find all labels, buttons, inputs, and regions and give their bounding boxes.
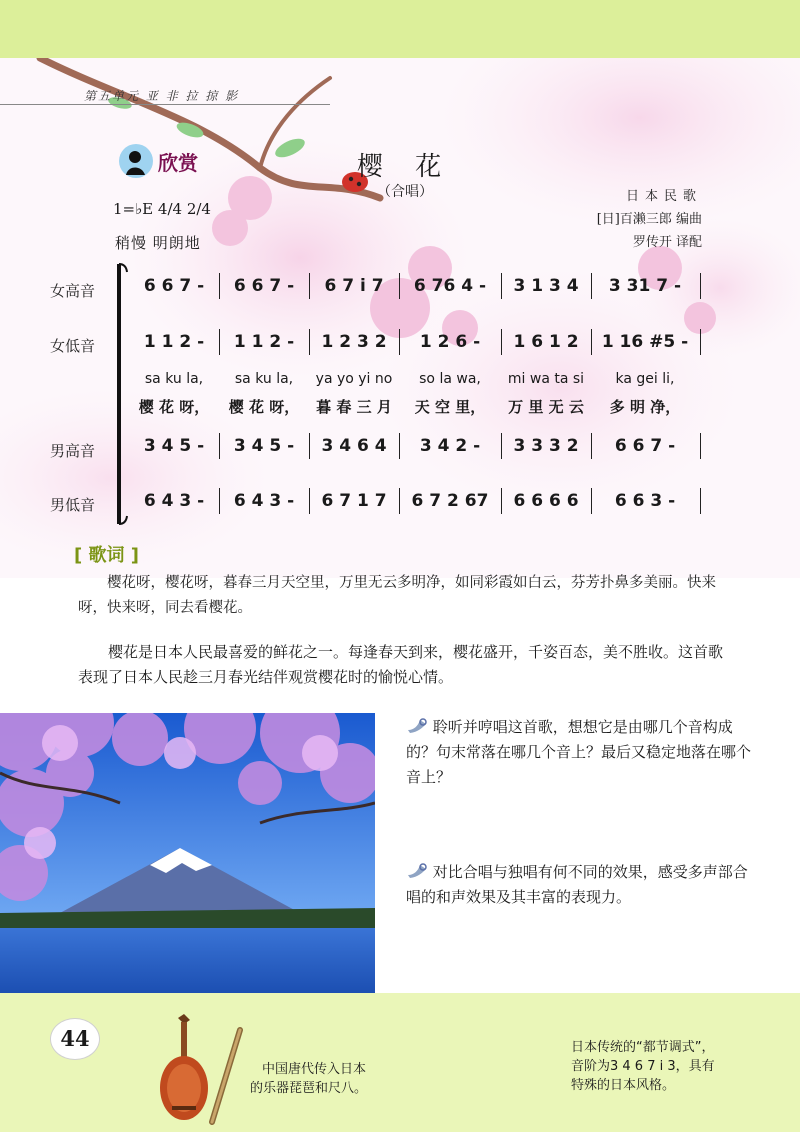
question-1-text: 聆听并哼唱这首歌，想想它是由哪几个音构成的？句末常落在哪几个音上？最后又稳定地落在哪个音上？: [406, 718, 752, 786]
page-number: 44: [50, 1018, 100, 1060]
section-badge: [118, 143, 198, 179]
measure: 1 1 2 -: [143, 332, 205, 352]
header-divider: [0, 104, 330, 105]
song-origin: 日本民歌: [625, 189, 702, 204]
lyric-words: 樱 花 呀，: [228, 398, 300, 416]
song-description: 樱花是日本人民最喜爱的鲜花之一。每逢春天到来，樱花盛开，千姿百态，美不胜收。这首歌表现了日本人民趁三月春光结伴观赏樱花时的愉悦心情。: [78, 643, 724, 686]
lyric-syllables: sa ku la,: [234, 371, 294, 387]
score-line-soprano: [130, 271, 702, 301]
instrument-note-line-2: 的乐器琵琶和尺八。: [250, 1081, 368, 1096]
lyrics-text: 樱花呀，樱花呀，暮春三月天空里，万里无云多明净，如同彩霞如白云，芬芳扑鼻多美丽。快来呀，快来呀，同去看樱花。: [78, 575, 716, 616]
horn-icon: [406, 718, 428, 734]
measure: 6 7 2 67: [411, 491, 489, 511]
measure: 6 6 6 6: [513, 491, 579, 511]
question-1: [406, 715, 751, 790]
score-line-bass: [130, 486, 702, 516]
measure: 1 16 #5 -: [601, 332, 689, 352]
measure: 3 3 3 2: [513, 436, 579, 456]
system-bracket: [112, 262, 128, 526]
part-label-tenor: 男高音: [50, 442, 96, 460]
part-label-bass: 男低音: [50, 496, 96, 514]
measure: 1 2 6 -: [419, 332, 481, 352]
lyric-syllables: mi wa ta si: [507, 371, 585, 387]
key-signature: 1=♭E: [113, 200, 154, 218]
part-label-soprano: 女高音: [50, 282, 96, 300]
pipa-shakuhachi-illustration: [150, 1010, 250, 1125]
measure: 3 4 2 -: [419, 436, 481, 456]
key-and-time-signature: [113, 200, 211, 218]
listener-icon: [118, 143, 154, 179]
lyric-words: 暮 春 三 月: [316, 398, 392, 416]
measure: 6 6 7 -: [143, 276, 205, 296]
top-green-band: [0, 0, 800, 58]
score-line-tenor: [130, 431, 702, 461]
measure: 3 1 3 4: [513, 276, 579, 296]
part-label-alto: 女低音: [50, 337, 96, 355]
song-title: 樱 花: [356, 152, 454, 182]
measure: 6 7 1 7: [321, 491, 387, 511]
lyric-syllables: sa ku la,: [144, 371, 204, 387]
instrument-note-line-1: 中国唐代传入日本: [262, 1062, 367, 1077]
measure: 6 4 3 -: [233, 491, 295, 511]
barline: [700, 273, 701, 299]
measure: 6 7 i 7: [324, 276, 384, 296]
lyric-syllables: ya yo yi no: [315, 371, 393, 387]
question-2: [406, 860, 751, 910]
tempo-marking: 稍慢 明朗地: [115, 234, 201, 252]
measure: 3 4 6 4: [321, 436, 387, 456]
barline: [700, 329, 701, 355]
section-label: 欣赏: [158, 150, 198, 175]
lyrics-heading: [ 歌词 ]: [74, 545, 139, 566]
measure: 3 4 5 -: [233, 436, 295, 456]
measure: 1 2 3 2: [321, 332, 387, 352]
lyric-syllables: ka gei li,: [615, 371, 675, 387]
time-signature: 4/4 2/4: [157, 200, 211, 218]
question-2-text: 对比合唱与独唱有何不同的效果，感受多声部合唱的和声效果及其丰富的表现力。: [406, 863, 748, 906]
lyric-words: 多 明 净，: [609, 398, 681, 416]
song-arranger: [日]百濑三郎 编曲: [596, 212, 702, 227]
song-translator: 罗传开 译配: [632, 235, 702, 250]
mount-fuji-cherry-photo: [0, 713, 375, 993]
measure: 6 6 7 -: [614, 436, 676, 456]
measure: 6 4 3 -: [143, 491, 205, 511]
measure: 3 31 7 -: [608, 276, 682, 296]
measure: 6 6 3 -: [614, 491, 676, 511]
lyric-syllables: so la wa,: [419, 371, 481, 387]
scale-note: 日本传统的“都节调式”，音阶为3 4 6 7 i 3，具有特殊的日本风格。: [571, 1040, 715, 1093]
lyric-words: 樱 花 呀，: [138, 398, 210, 416]
score-line-alto: [130, 327, 702, 357]
measure: 6 76 4 -: [413, 276, 487, 296]
measure: 3 4 5 -: [143, 436, 205, 456]
barline: [700, 488, 701, 514]
lyric-words: 万 里 无 云: [508, 398, 584, 416]
instrument-note: [250, 1060, 367, 1098]
unit-header: 第五单元 亚 非 拉 掠 影: [84, 89, 240, 103]
measure: 1 6 1 2: [513, 332, 579, 352]
measure: 6 6 7 -: [233, 276, 295, 296]
song-subtitle: （合唱）: [377, 184, 433, 200]
lyric-words: 天 空 里，: [414, 398, 486, 416]
horn-icon: [406, 863, 428, 879]
measure: 1 1 2 -: [233, 332, 295, 352]
barline: [700, 433, 701, 459]
